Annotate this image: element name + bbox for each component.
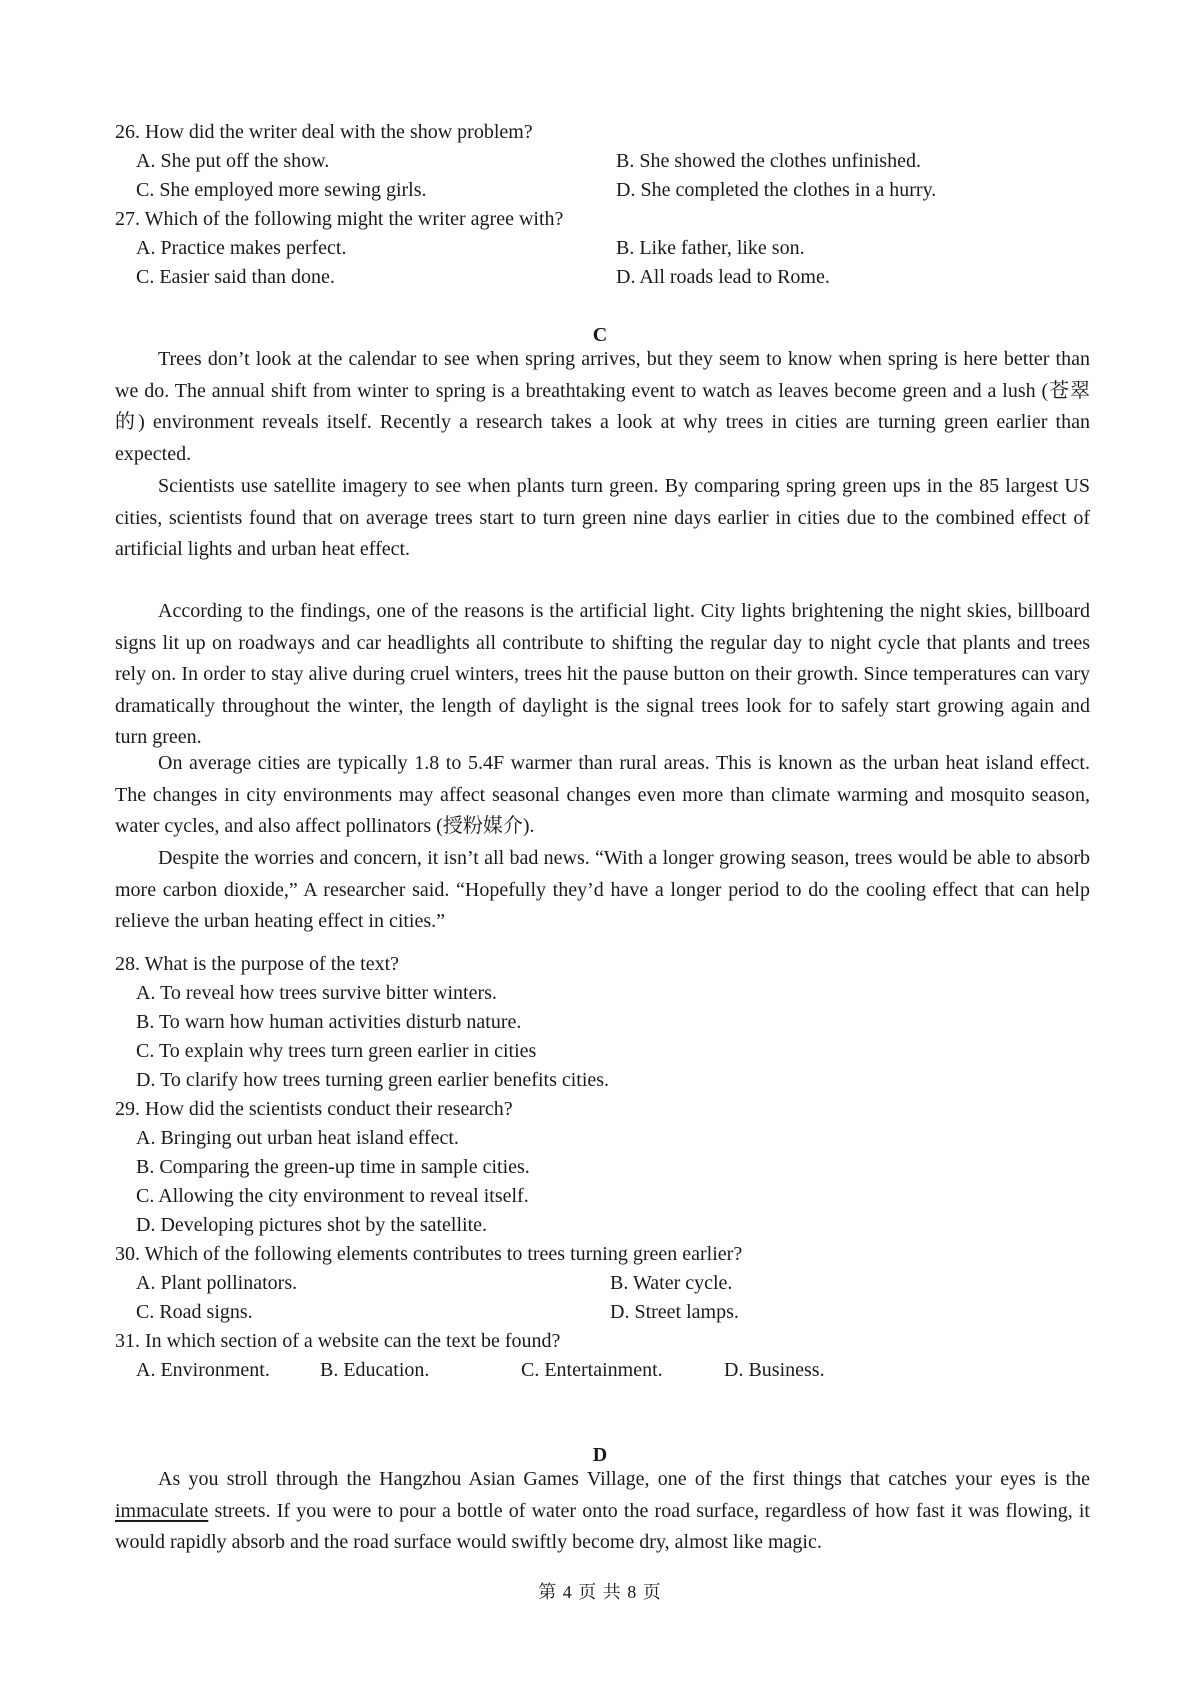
question-29-option-d: D. Developing pictures shot by the satellite. — [136, 1214, 488, 1236]
question-27-stem: 27. Which of the following might the writer agree with? — [115, 208, 564, 230]
question-30-option-b: B. Water cycle. — [610, 1272, 733, 1294]
question-31-option-c: C. Entertainment. — [521, 1359, 663, 1381]
question-30-stem: 30. Which of the following elements contributes to trees turning green earlier? — [115, 1243, 743, 1265]
question-31-option-b: B. Education. — [320, 1359, 430, 1381]
section-c-paragraph-3: According to the findings, one of the reasons is the artificial light. City lights brightening the night skies, billboard signs lit up on roadways and car headlights all contribute to shifting the regular day to night cycle that plants and trees rely on. In order to stay alive during cruel winters, trees hit the pause button on their growth. Since temperatures can vary dramatically throughout the winter, the length of daylight is the signal trees look for to safely start growing again and turn green. — [115, 600, 1090, 749]
section-d-heading: D — [592, 1444, 608, 1466]
question-29-option-a: A. Bringing out urban heat island effect. — [136, 1127, 459, 1149]
question-26-option-b: B. She showed the clothes unfinished. — [616, 150, 921, 172]
question-29-stem: 29. How did the scientists conduct their research? — [115, 1098, 513, 1120]
question-26-option-c: C. She employed more sewing girls. — [136, 179, 427, 201]
section-c-paragraph-4: On average cities are typically 1.8 to 5.4F warmer than rural areas. This is known as the urban heat island effect. The changes in city environments may affect seasonal changes even more than climate warming and mosquito season, water cycles, and also affect pollinators (授粉媒介). — [115, 752, 1090, 838]
section-c-paragraph-1: Trees don’t look at the calendar to see when spring arrives, but they seem to know when spring is here better than we do. The annual shift from winter to spring is a breathtaking event to watch as leaves become green and a lush (苍翠的) environment reveals itself. Recently a research takes a look at why trees in cities are turning green earlier than expected. — [115, 348, 1090, 465]
section-d-paragraph-1-end: streets. If you were to pour a bottle of water onto the road surface, regardless of how fast it was flowing, it would rapidly absorb and the road surface would swiftly become dry, almost like magic. — [115, 1499, 1090, 1554]
question-31-stem: 31. In which section of a website can the text be found? — [115, 1330, 561, 1352]
question-28-option-a: A. To reveal how trees survive bitter winters. — [136, 982, 497, 1004]
underlined-word-immaculate: immaculate — [115, 1499, 209, 1522]
section-d-paragraph-1-start: As you stroll through the Hangzhou Asian Games Village, one of the first things that catches your eyes is the — [158, 1468, 1090, 1490]
question-27-option-a: A. Practice makes perfect. — [136, 237, 347, 259]
question-26-stem: 26. How did the writer deal with the show problem? — [115, 121, 533, 143]
section-c-heading: C — [592, 324, 608, 346]
question-26-option-d: D. She completed the clothes in a hurry. — [616, 179, 937, 201]
question-28-option-d: D. To clarify how trees turning green earlier benefits cities. — [136, 1069, 610, 1091]
question-30-option-d: D. Street lamps. — [610, 1301, 739, 1323]
section-d-paragraph-1 — [115, 1464, 1090, 1559]
question-27-option-c: C. Easier said than done. — [136, 266, 335, 288]
section-c-paragraph-5: Despite the worries and concern, it isn’t all bad news. “With a longer growing season, trees would be able to absorb more carbon dioxide,” A researcher said. “Hopefully they’d have a longer period to do the cooling effect that can help relieve the urban heating effect in cities.” — [115, 847, 1090, 933]
question-28-option-c: C. To explain why trees turn green earlier in cities — [136, 1040, 537, 1062]
question-26-option-a: A. She put off the show. — [136, 150, 330, 172]
question-30-option-c: C. Road signs. — [136, 1301, 253, 1323]
question-29-option-c: C. Allowing the city environment to reveal itself. — [136, 1185, 529, 1207]
section-c-paragraph-2: Scientists use satellite imagery to see when plants turn green. By comparing spring green ups in the 85 largest US cities, scientists found that on average trees start to turn green nine days earlier in cities due to the combined effect of artificial lights and urban heat effect. — [115, 475, 1090, 561]
question-28-option-b: B. To warn how human activities disturb nature. — [136, 1011, 522, 1033]
question-28-stem: 28. What is the purpose of the text? — [115, 953, 400, 975]
question-31-option-d: D. Business. — [724, 1359, 825, 1381]
question-30-option-a: A. Plant pollinators. — [136, 1272, 298, 1294]
question-29-option-b: B. Comparing the green-up time in sample cities. — [136, 1156, 530, 1178]
page-number-footer: 第 4 页 共 8 页 — [538, 1582, 662, 1602]
question-27-option-b: B. Like father, like son. — [616, 237, 805, 259]
question-31-option-a: A. Environment. — [136, 1359, 270, 1381]
question-27-option-d: D. All roads lead to Rome. — [616, 266, 830, 288]
